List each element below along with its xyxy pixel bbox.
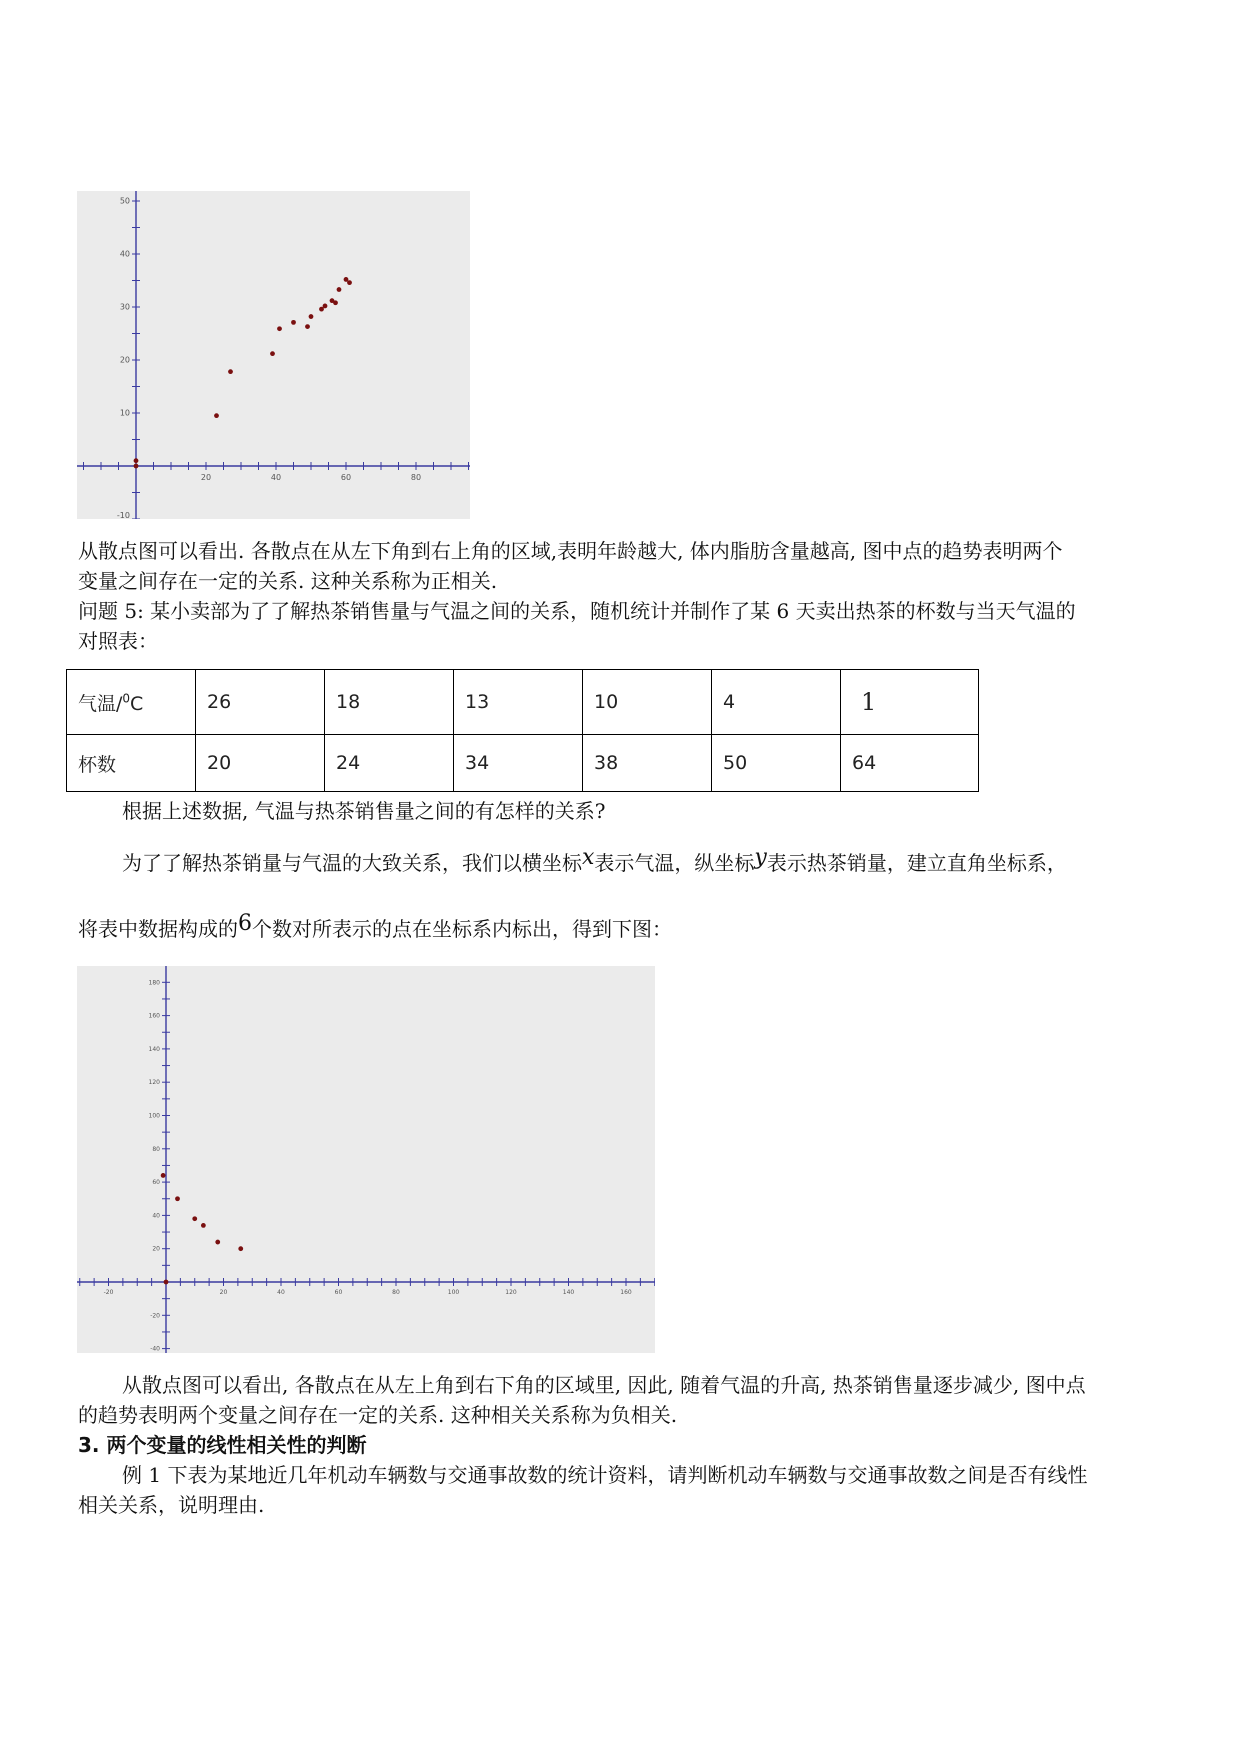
data-point <box>337 287 342 292</box>
y-tick-label: 40 <box>152 1212 160 1220</box>
text-line: 对照表： <box>78 629 158 653</box>
y-tick-label: -20 <box>150 1312 160 1320</box>
table-cell: 18 <box>325 670 454 735</box>
data-point <box>270 351 275 356</box>
scatter-chart-temp-cups <box>77 966 655 1353</box>
x-tick-label: 20 <box>219 1289 228 1296</box>
data-point <box>201 1223 206 1228</box>
text-line: 变量之间存在一定的关系. 这种关系称为正相关. <box>78 569 498 593</box>
data-point <box>134 458 139 463</box>
table-header-cups: 杯数 <box>67 735 196 792</box>
data-point <box>309 314 314 319</box>
y-tick-label: 50 <box>119 196 130 206</box>
data-point <box>161 1173 166 1178</box>
data-point <box>192 1216 197 1221</box>
scatter-plot-1 <box>77 191 470 519</box>
x-tick-label: -20 <box>103 1289 114 1296</box>
table-cell: 24 <box>325 735 454 792</box>
y-tick-label: 80 <box>152 1145 160 1153</box>
y-tick-label: -10 <box>116 511 130 519</box>
x-tick-label: 80 <box>410 473 422 482</box>
table-cell: 4 <box>712 670 841 735</box>
paragraph-negative-correlation: 从散点图可以看出, 各散点在从左上角到右下角的区域里, 因此, 随着气温的升高, 热茶销售量逐步减少, 图中点 的趋势表明两个变量之间存在一定的关系. 这种相关关系称为负相关. 3. 两个变量的线性相关性的判断 例 1 下表为某地近几年机动车辆数与交通事故数的统计资料，请判断机动车辆数与交通事故数之间是否有线性 相关关系，说明理由. <box>78 1373 1088 1517</box>
table-header-temperature: 气温/$^0$C <box>67 670 196 735</box>
temperature-cups-table <box>66 669 979 792</box>
example-1-text: 例 1 下表为某地近几年机动车辆数与交通事故数的统计资料，请判断机动车辆数与交通事故数之间是否有线性 <box>122 1463 1088 1487</box>
y-tick-label: 180 <box>148 979 160 987</box>
y-tick-label: 60 <box>152 1179 160 1187</box>
x-tick-label: 140 <box>562 1289 575 1296</box>
data-point <box>175 1196 180 1201</box>
scatter-chart-age-fat <box>77 191 470 519</box>
data-point <box>164 1280 169 1285</box>
data-point <box>215 1240 220 1245</box>
table-cell: 38 <box>583 735 712 792</box>
data-point <box>228 369 233 374</box>
y-tick-label: 100 <box>148 1112 160 1120</box>
problem-5-text: 问题 5: 某小卖部为了了解热茶销售量与气温之间的关系，随机统计并制作了某 6 天卖出热茶的杯数与当天气温的 <box>78 599 1076 623</box>
table-cell: 1 <box>841 670 979 735</box>
data-point <box>277 326 282 331</box>
data-point <box>214 413 219 418</box>
data-point <box>347 280 352 285</box>
x-tick-label: 160 <box>620 1289 632 1296</box>
data-point <box>305 324 310 329</box>
y-tick-label: 10 <box>119 408 130 418</box>
explanation-line-1: 为了了解热茶销量与气温的大致关系，我们以横坐标x表示气温，纵坐标y表示热茶销量，建立直角坐标系， <box>122 845 1067 875</box>
x-tick-label: 100 <box>447 1289 460 1296</box>
y-tick-label: 30 <box>119 302 130 312</box>
x-tick-label: 40 <box>277 1289 285 1296</box>
y-tick-label: 20 <box>119 355 130 365</box>
question-text: 根据上述数据, 气温与热茶销售量之间的有怎样的关系? <box>122 799 606 823</box>
x-tick-label: 120 <box>505 1289 517 1296</box>
data-point <box>323 304 328 309</box>
y-tick-label: 140 <box>148 1045 160 1053</box>
data-point <box>238 1246 243 1251</box>
data-point <box>134 464 139 469</box>
x-tick-label: 80 <box>392 1289 400 1296</box>
y-tick-label: 120 <box>148 1079 160 1087</box>
x-tick-label: 60 <box>334 1289 343 1296</box>
y-tick-label: 40 <box>119 249 130 259</box>
table-cell: 13 <box>454 670 583 735</box>
text-line: 从散点图可以看出. 各散点在从左下角到右上角的区域,表明年龄越大, 体内脂肪含量越高, 图中点的趋势表明两个 <box>78 539 1063 563</box>
data-point <box>333 300 338 305</box>
explanation-line-2: 将表中数据构成的6个数对所表示的点在坐标系内标出，得到下图： <box>78 911 672 941</box>
x-tick-label: 40 <box>270 473 282 482</box>
table-cell: 50 <box>712 735 841 792</box>
y-tick-label: 20 <box>152 1245 160 1253</box>
table-cell: 26 <box>196 670 325 735</box>
scatter-plot-2 <box>77 966 655 1353</box>
x-tick-label: 20 <box>200 473 212 482</box>
table-cell: 10 <box>583 670 712 735</box>
y-tick-label: 160 <box>148 1012 160 1020</box>
y-tick-label: -40 <box>150 1345 160 1353</box>
table-cell: 34 <box>454 735 583 792</box>
x-tick-label: 60 <box>340 473 352 482</box>
table-cell: 64 <box>841 735 979 792</box>
section-3-heading: 3. 两个变量的线性相关性的判断 <box>78 1433 367 1457</box>
paragraph-positive-correlation <box>78 536 1076 656</box>
data-point <box>291 320 296 325</box>
table-row <box>67 735 979 792</box>
table-row <box>67 670 979 735</box>
table-cell: 20 <box>196 735 325 792</box>
